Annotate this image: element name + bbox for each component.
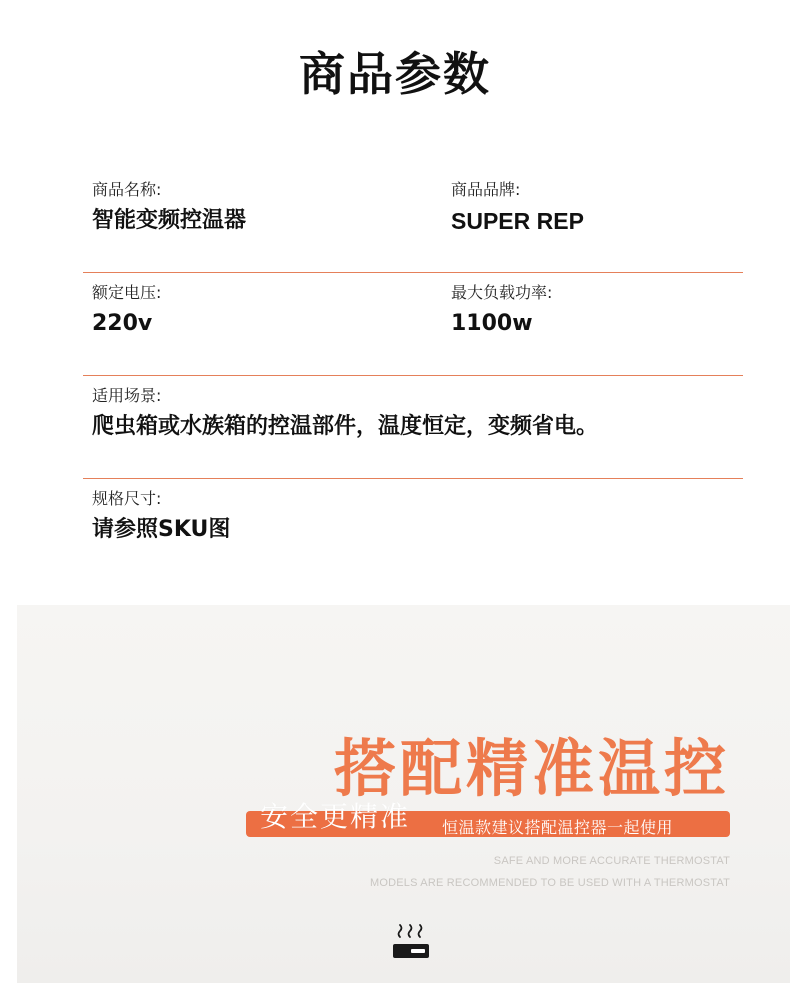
param-value: 智能变频控温器 [92, 208, 247, 233]
product-params [83, 170, 743, 581]
param-row-size [83, 479, 743, 581]
param-value: 爬虫箱或水族箱的控温部件，温度恒定，变频省电。 [92, 414, 599, 439]
heater-icon [390, 923, 436, 963]
param-value: 1100w [451, 311, 533, 336]
param-power [451, 283, 552, 337]
param-label: 适用场景: [92, 386, 162, 405]
param-label: 商品品牌: [451, 180, 521, 199]
promo-english-line-1: SAFE AND MORE ACCURATE THERMOSTAT [493, 855, 730, 867]
param-value: 220v [92, 311, 153, 336]
param-value: 请参照SKU图 [92, 517, 231, 542]
promo-section [17, 605, 790, 983]
param-value: SUPER REP [451, 208, 584, 234]
page-title: 商品参数 [299, 47, 491, 101]
param-row-voltage-power [83, 273, 743, 376]
param-label: 规格尺寸: [92, 489, 162, 508]
param-row-usage [83, 376, 743, 479]
param-label: 额定电压: [92, 283, 162, 302]
promo-english-line-2: MODELS ARE RECOMMENDED TO BE USED WITH A THERMOSTAT [369, 877, 730, 889]
param-usage [92, 386, 598, 440]
param-product-name [92, 180, 246, 234]
param-row-name-brand [83, 170, 743, 273]
param-label: 商品名称: [92, 180, 162, 199]
param-voltage [92, 283, 161, 337]
promo-subtitle: 恒温款建议搭配温控器一起使用 [442, 818, 674, 837]
param-label: 最大负载功率: [451, 283, 553, 302]
param-size [92, 489, 230, 543]
promo-title: 搭配精准温控 [333, 732, 730, 805]
param-brand [451, 180, 584, 234]
promo-tagline: 安全更精准 [260, 800, 411, 833]
